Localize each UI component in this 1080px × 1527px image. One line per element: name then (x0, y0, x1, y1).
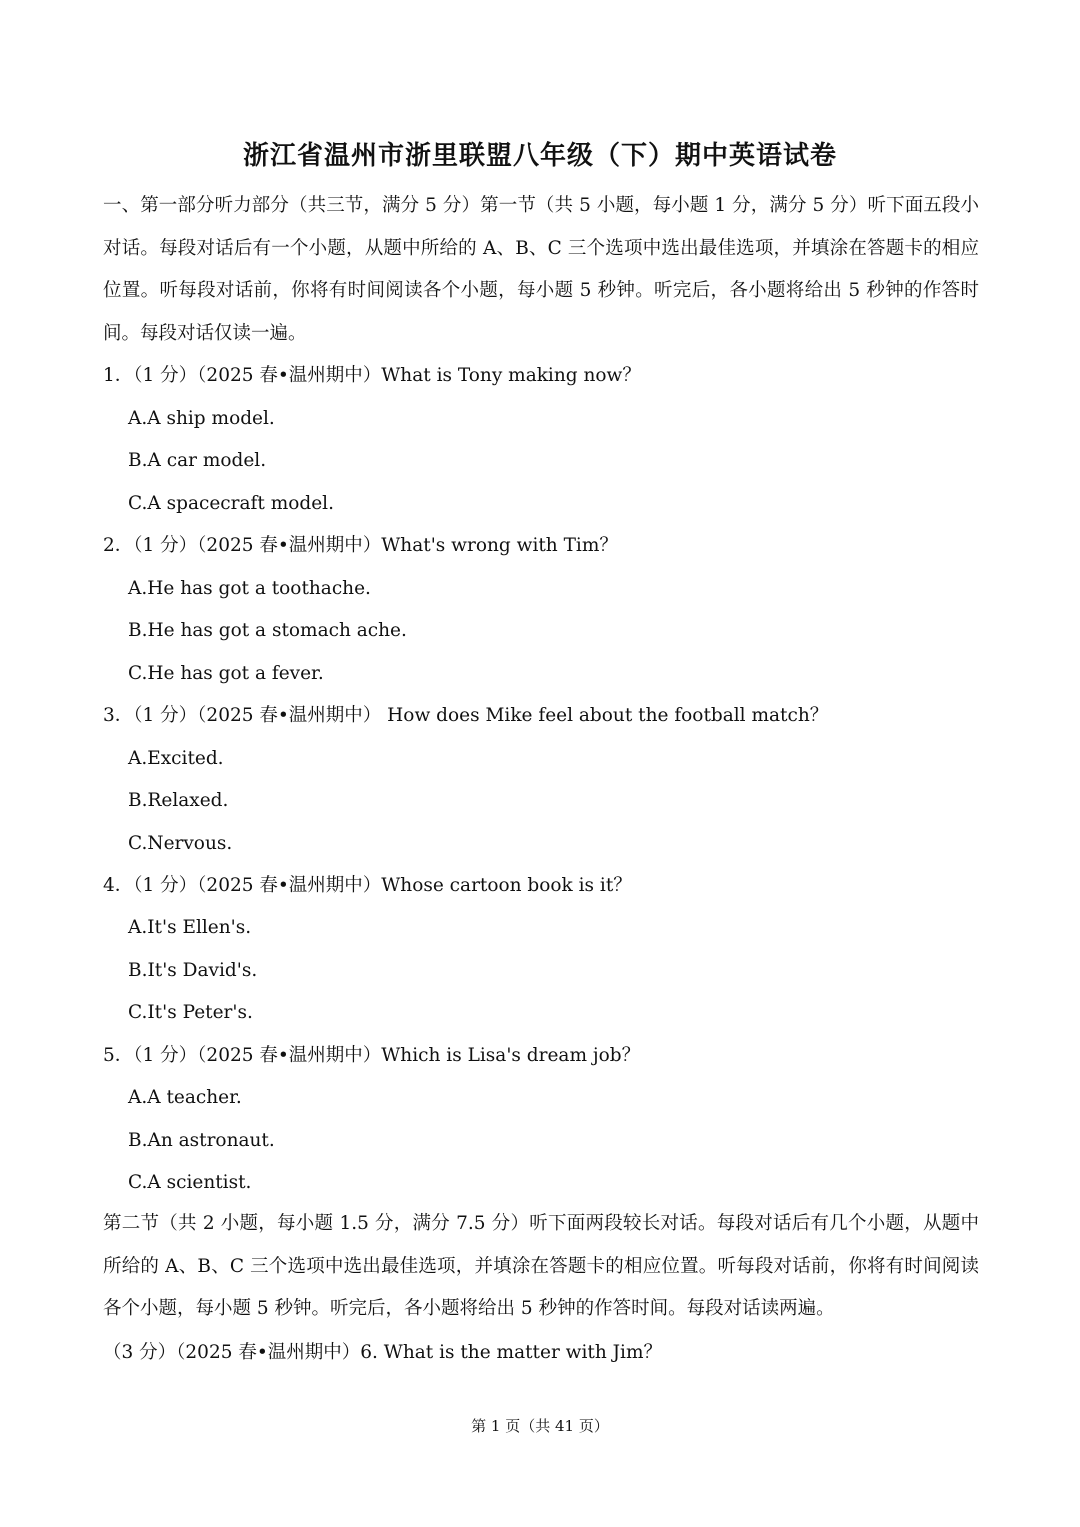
question-4-stem: 4．（1 分）（2025 春•温州期中）Whose cartoon book is it？ (103, 875, 632, 896)
question-3-option-a: A.Excited. (128, 748, 224, 769)
question-5-option-c: C.A scientist. (128, 1172, 252, 1193)
question-1-stem: 1．（1 分）（2025 春•温州期中）What is Tony making now？ (103, 365, 641, 386)
question-4-option-b: B.It's David's. (128, 960, 258, 981)
question-5-option-b: B.An astronaut. (128, 1130, 275, 1151)
exam-title: 浙江省温州市浙里联盟八年级（下）期中英语试卷 (242, 141, 837, 171)
question-2-stem: 2．（1 分）（2025 春•温州期中）What's wrong with Tim？ (103, 535, 618, 556)
question-1-option-c: C.A spacecraft model. (128, 493, 334, 514)
question-5-option-a: A.A teacher. (128, 1087, 242, 1108)
question-2-option-a: A.He has got a toothache. (128, 578, 371, 599)
section2-instructions: 第二节（共 2 小题，每小题 1.5 分，满分 7.5 分）听下面两段较长对话。每段对话后有几个小题，从题中所给的 A、B、C 三个选项中选出最佳选项，并填涂在答题卡的相应位置。听每段对话前，你将有时间阅读各个小题，每小题 5 秒钟。听完后，各小题将给出 5 秒钟的作答时间。每段对话读两遍。 (103, 1213, 979, 1319)
question-3-stem: 3．（1 分）（2025 春•温州期中） How does Mike feel about the football match？ (103, 705, 829, 726)
question-2-option-b: B.He has got a stomach ache. (128, 620, 407, 641)
question-1-option-b: B.A car model. (128, 450, 267, 471)
question-4-option-c: C.It's Peter's. (128, 1002, 253, 1023)
question-1-option-a: A.A ship model. (128, 408, 275, 429)
question-2-option-c: C.He has got a fever. (128, 663, 324, 684)
question-6-stem: （3 分）（2025 春•温州期中）6. What is the matter with Jim？ (103, 1342, 663, 1363)
section1-instructions: 一、第一部分听力部分（共三节，满分 5 分）第一节（共 5 小题，每小题 1 分，满分 5 分）听下面五段小对话。每段对话后有一个小题，从题中所给的 A、B、C 三个选项中选出最佳选项，并填涂在答题卡的相应位置。听每段对话前，你将有时间阅读各个小题，每小题 5 秒钟。听完后，各小题将给出 5 秒钟的作答时间。每段对话仅读一遍。 (103, 195, 979, 344)
question-3-option-b: B.Relaxed. (128, 790, 229, 811)
question-5-stem: 5．（1 分）（2025 春•温州期中）Which is Lisa's dream job？ (103, 1045, 641, 1066)
page-number-footer: 第 1 页（共 41 页） (471, 1417, 609, 1435)
question-3-option-c: C.Nervous. (128, 833, 233, 854)
question-4-option-a: A.It's Ellen's. (128, 917, 252, 938)
